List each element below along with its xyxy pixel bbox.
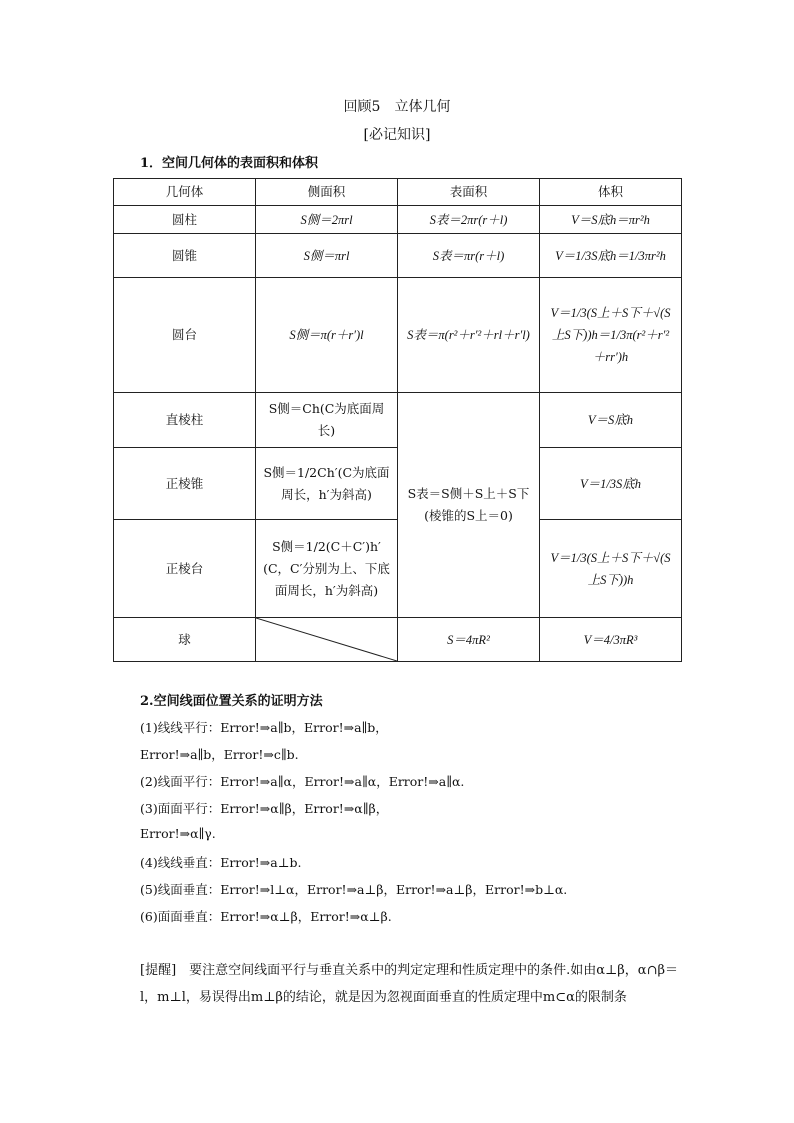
table-row [114,206,682,234]
proof-line: (3)面面平行：Error!⇒α∥β，Error!⇒α∥β， [140,801,389,816]
volume: V＝4/3πR³ [540,618,682,662]
volume: V＝1/3(S上＋S下＋√(S上S下))h＝1/3π(r²＋r′²＋rr′)h [540,278,682,393]
surface-area: S表＝2πr(r＋l) [398,206,540,234]
prism-surface-area: S表＝S侧＋S上＋S下(棱锥的S上＝0) [398,393,540,618]
lateral-area: S侧＝π(r＋r′)l [256,278,398,393]
proof-line: (4)线线垂直：Error!⇒a⊥b. [140,855,302,870]
table-header: 几何体 [114,179,256,206]
table-row [114,618,682,662]
table-header: 表面积 [398,179,540,206]
proof-line: Error!⇒α∥γ. [140,826,216,841]
solid-name: 正棱锥 [114,448,256,520]
lateral-area: S侧＝πrl [256,234,398,278]
table-header-row [114,179,682,206]
table-row [114,278,682,393]
diagonal-line [256,618,397,661]
table-header: 侧面积 [256,179,398,206]
surface-area: S＝4πR² [398,618,540,662]
proof-line: (5)线面垂直：Error!⇒l⊥α，Error!⇒a⊥β，Error!⇒a⊥β，Error!⇒b⊥α. [140,882,568,897]
solid-name: 直棱柱 [114,393,256,448]
empty-diagonal-cell [256,618,398,662]
lateral-area: S侧＝1/2Ch′(C为底面周长，h′为斜高) [256,448,398,520]
section-heading: [必记知识] [363,127,431,143]
solid-name: 球 [114,618,256,662]
solid-name: 圆柱 [114,206,256,234]
reminder-paragraph: [提醒] 要注意空间线面平行与垂直关系中的判定定理和性质定理中的条件.如由α⊥β，α∩β＝l，m⊥l，易误得出m⊥β的结论，就是因为忽视面面垂直的性质定理中m⊂α的限制条 [140,963,678,1005]
lateral-area: S侧＝1/2(C＋C′)h′(C，C′分别为上、下底面周长，h′为斜高) [256,520,398,618]
volume: V＝S底h＝πr²h [540,206,682,234]
table-row [114,234,682,278]
volume: V＝S底h [540,393,682,448]
lateral-area: S侧＝2πrl [256,206,398,234]
table-row [114,393,682,448]
proof-line: (2)线面平行：Error!⇒a∥α，Error!⇒a∥α，Error!⇒a∥α. [140,774,465,789]
solid-name: 圆台 [114,278,256,393]
volume: V＝1/3S底h＝1/3πr²h [540,234,682,278]
proof-line: (6)面面垂直：Error!⇒α⊥β，Error!⇒α⊥β. [140,909,392,924]
volume: V＝1/3(S上＋S下＋√(S上S下))h [540,520,682,618]
solid-name: 圆锥 [114,234,256,278]
page-title: 回顾5 立体几何 [343,99,451,115]
proof-line: (1)线线平行：Error!⇒a∥b，Error!⇒a∥b， [140,720,388,735]
surface-area: S表＝π(r²＋r′²＋rl＋r′l) [398,278,540,393]
lateral-area: S侧＝Ch(C为底面周长) [256,393,398,448]
volume: V＝1/3S底h [540,448,682,520]
section-2-title: 2.空间线面位置关系的证明方法 [140,694,323,709]
proof-line: Error!⇒a∥b，Error!⇒c∥b. [140,747,299,762]
geometry-table [113,178,682,662]
section-1-title: 1．空间几何体的表面积和体积 [140,156,319,171]
table-header: 体积 [540,179,682,206]
surface-area: S表＝πr(r＋l) [398,234,540,278]
solid-name: 正棱台 [114,520,256,618]
